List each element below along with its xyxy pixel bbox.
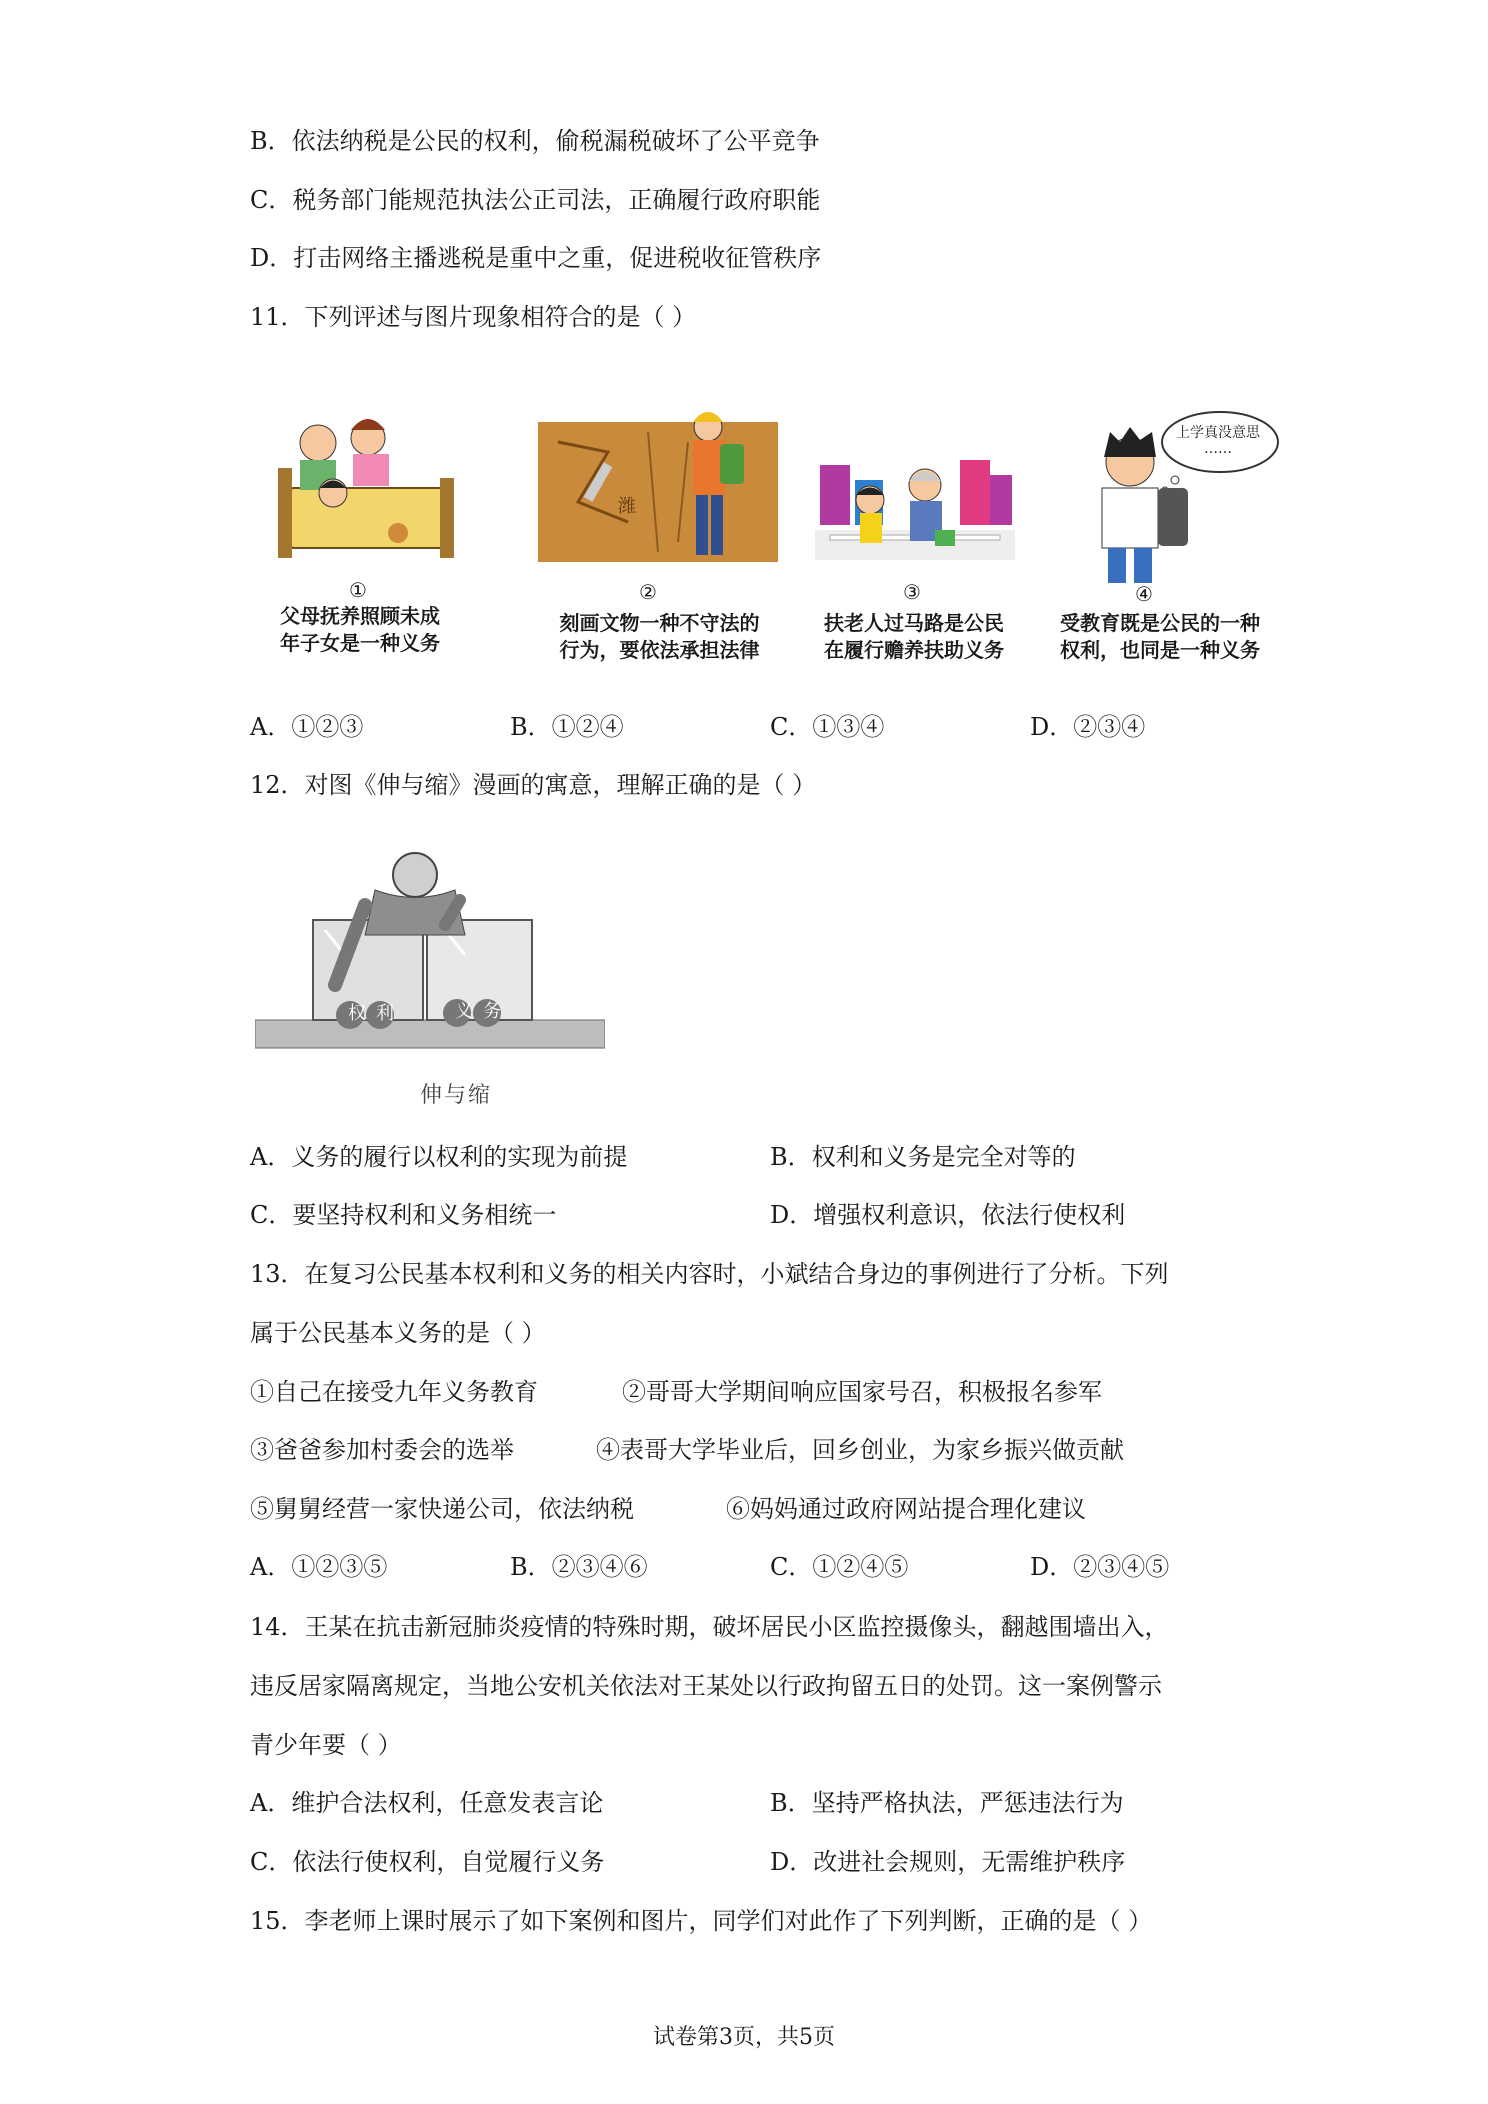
q12-option-d: D．增强权利意识，依法行使权利: [770, 1201, 1126, 1229]
box-label-duties: 义务: [455, 1001, 511, 1022]
q12-option-a: A．义务的履行以权利的实现为前提: [250, 1143, 628, 1171]
q14-option-c: C．依法行使权利，自觉履行义务: [250, 1848, 605, 1876]
q12-option-c: C．要坚持权利和义务相统一: [250, 1201, 557, 1229]
q12-stem: 12．对图《伸与缩》漫画的寓意，理解正确的是（ ）: [250, 771, 817, 799]
q13-stem-line-2: 属于公民基本义务的是（ ）: [250, 1319, 546, 1347]
page-footer: 试卷第3页，共5页: [653, 2025, 835, 2050]
q14-stem-line-1: 14．王某在抗击新冠肺炎疫情的特殊时期，破坏居民小区监控摄像头，翻越围墙出入，: [250, 1613, 1169, 1641]
q13-option-c: C．①②④⑤: [770, 1553, 909, 1581]
q13-item-5: ⑤舅舅经营一家快递公司，依法纳税: [250, 1495, 634, 1523]
picture-3-caption: 扶老人过马路是公民 在履行赡养扶助义务: [824, 611, 1004, 662]
speech-bubble-text: 上学真没意思 ……: [1176, 425, 1260, 457]
q10-option-c: C．税务部门能规范执法公正司法，正确履行政府职能: [250, 186, 821, 214]
q13-item-4: ④表哥大学毕业后，回乡创业，为家乡振兴做贡献: [596, 1436, 1124, 1464]
q12-option-b: B．权利和义务是完全对等的: [770, 1143, 1076, 1171]
q11-option-b: B．①②④: [510, 713, 624, 741]
q15-stem: 15．李老师上课时展示了如下案例和图片，同学们对此作了下列判断，正确的是（ ）: [250, 1907, 1153, 1935]
q13-option-d: D．②③④⑤: [1030, 1553, 1170, 1581]
picture-1-caption: 父母抚养照顾未成 年子女是一种义务: [280, 604, 440, 655]
picture-2-caption: 刻画文物一种不守法的 行为，要依法承担法律: [559, 611, 760, 662]
q10-option-d: D．打击网络主播逃税是重中之重，促进税收征管秩序: [250, 244, 822, 272]
stretch-and-shrink-cartoon: [255, 835, 605, 1050]
q11-stem: 11．下列评述与图片现象相符合的是（ ）: [250, 303, 697, 331]
q10-option-b: B．依法纳税是公民的权利，偷税漏税破坏了公平竞争: [250, 127, 820, 155]
picture-4-caption: 受教育既是公民的一种 权利，也同是一种义务: [1060, 611, 1260, 662]
family-care-illustration: [258, 408, 468, 568]
q13-item-6: ⑥妈妈通过政府网站提合理化建议: [726, 1495, 1086, 1523]
q13-item-1: ①自己在接受九年义务教育: [250, 1378, 538, 1406]
q14-stem-line-2: 违反居家隔离规定，当地公安机关依法对王某处以行政拘留五日的处罚。这一案例警示: [250, 1672, 1162, 1700]
q13-option-a: A．①②③⑤: [250, 1553, 388, 1581]
q13-item-3: ③爸爸参加村委会的选举: [250, 1436, 514, 1464]
carving-relic-illustration: [538, 392, 778, 587]
cartoon-title: 伸与缩: [420, 1083, 493, 1108]
picture-4-number: ④: [1135, 582, 1153, 606]
picture-2-number: ②: [639, 580, 657, 604]
q11-option-c: C．①③④: [770, 713, 885, 741]
q13-stem-line-1: 13．在复习公民基本权利和义务的相关内容时，小斌结合身边的事例进行了分析。下列: [250, 1260, 1169, 1288]
picture-1-number: ①: [349, 578, 367, 602]
q14-option-a: A．维护合法权利，任意发表言论: [250, 1789, 604, 1817]
helping-elderly-illustration: [810, 445, 1020, 575]
q11-option-d: D．②③④: [1030, 713, 1146, 741]
picture-3-number: ③: [903, 580, 921, 604]
q14-option-d: D．改进社会规则，无需维护秩序: [770, 1848, 1126, 1876]
q11-option-a: A．①②③: [250, 713, 364, 741]
q13-option-b: B．②③④⑥: [510, 1553, 648, 1581]
box-label-rights: 权利: [348, 1003, 404, 1024]
q14-stem-line-3: 青少年要（ ）: [250, 1731, 402, 1759]
q13-item-2: ②哥哥大学期间响应国家号召，积极报名参军: [622, 1378, 1102, 1406]
svg-text:潍: 潍: [618, 496, 636, 517]
q14-option-b: B．坚持严格执法，严惩违法行为: [770, 1789, 1124, 1817]
